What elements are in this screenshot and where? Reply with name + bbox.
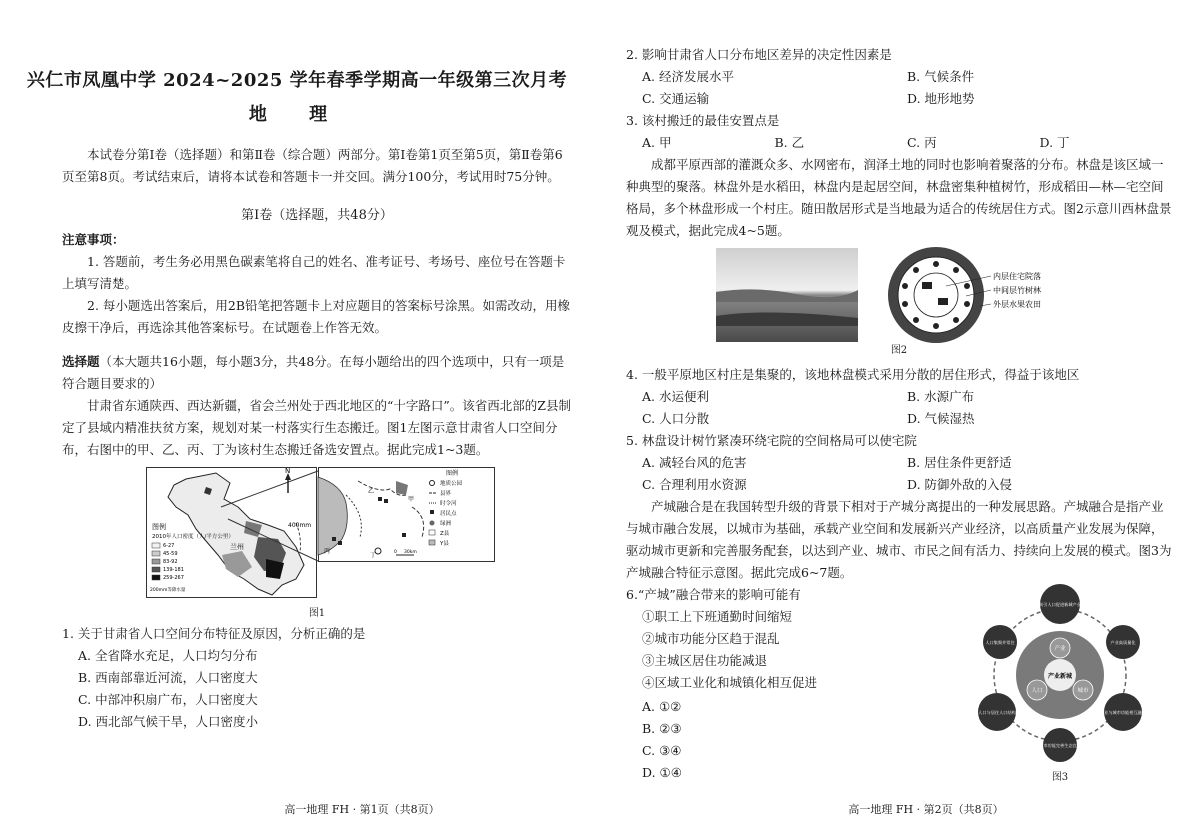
q2-option-a: A. 经济发展水平 xyxy=(642,69,734,84)
rain-400-label: 400mm xyxy=(288,522,312,529)
passage-3: 产城融合是在我国转型升级的背景下相对于产城分离提出的一种发展思路。产城融合是指产业与城市融合发展，以城市为基础，承载产业空间和发展新兴产业经济，以高质量产业发展为保障，驱动城市更新和完善服务配套，以达到产业、城市、市民之间有活力、持续向上发展的模式。图3为产城融合特征示意图。据此完成6~7题。 xyxy=(626,499,1172,580)
notes-title: 注意事项： xyxy=(62,232,125,247)
page-2 xyxy=(600,0,1200,825)
legend-r-4: 绿洲 xyxy=(440,521,452,527)
q6-option-c: C. ③④ xyxy=(642,743,682,758)
legend-r-3: 居民点 xyxy=(440,511,457,517)
exam-intro: 本试卷分第Ⅰ卷（选择题）和第Ⅱ卷（综合题）两部分。第Ⅰ卷第1页至第5页，第Ⅱ卷第6页至第8页。考试结束后，请将本试卷和答题卡一并交回。满分100分，考试用时75分钟。 xyxy=(62,147,563,184)
q6-item-2: ②城市功能分区趋于混乱 xyxy=(642,631,780,646)
question-1: 1. 关于甘肃省人口空间分布特征及原因，分析正确的是 xyxy=(62,626,366,641)
legend-r-0: 地质公园 xyxy=(440,481,463,487)
question-5: 5. 林盘设计树竹紧凑环绕宅院的空间格局可以使宅院 xyxy=(626,433,917,448)
q4-option-b: B. 水源广布 xyxy=(907,389,975,404)
choice-heading xyxy=(62,351,572,395)
site-bing: 丙 xyxy=(324,548,331,555)
q1-option-d: D. 西北部气候干旱，人口密度小 xyxy=(78,714,259,729)
question-2: 2. 影响甘肃省人口分布地区差异的决定性因素是 xyxy=(626,47,892,62)
q2-option-b: B. 气候条件 xyxy=(907,69,975,84)
question-4: 4. 一般平原地区村庄是集聚的，该地林盘模式采用分散的居住形式，得益于该地区 xyxy=(626,367,1080,382)
fig2-label-middle: 中间层竹树林 xyxy=(993,286,1041,295)
fig3-outer-0: 全面吸引人口促进新城产业升级 xyxy=(1030,602,1090,607)
q4-option-d: D. 气候湿热 xyxy=(907,411,975,426)
figure-1-map xyxy=(146,467,496,605)
figure-3-caption: 图3 xyxy=(1051,772,1069,783)
note-2: 2. 每小题选出答案后，用2B铅笔把答题卡上对应题目的答案标号涂黑。如需改动，用橡皮擦干净后，再选涂其他答案标号。在试题卷上作答无效。 xyxy=(62,298,571,335)
fig3-inner-industry: 产业 xyxy=(1054,646,1066,652)
density-0: 6-27 xyxy=(163,543,175,549)
figure-2 xyxy=(716,246,1136,344)
passage-1: 甘肃省东通陕西、西达新疆，省会兰州处于西北地区的“十字路口”。该省西北部的Z县制定了县域内精准扶贫方案，规划对某一村落实行生态搬迁。图1左图示意甘肃省人口空间分布，右图中的甲、乙、丙、丁为该村生态搬迁备选安置点。据此完成1~3题。 xyxy=(62,398,571,457)
density-3: 139-181 xyxy=(163,567,184,573)
legend-left-title: 图例 xyxy=(152,523,166,531)
fig3-inner-city: 城市 xyxy=(1077,688,1089,694)
q2-option-d: D. 地形地势 xyxy=(907,91,975,106)
page-2-footer: 高一地理 FH · 第2页（共8页） xyxy=(848,803,1004,816)
density-4: 259-267 xyxy=(163,575,184,581)
fig3-outer-2: 产业与城市功能相互融合 xyxy=(1099,710,1147,715)
fig3-outer-5: 人口集聚并常住 xyxy=(985,640,1015,645)
q3-option-b: B. 乙 xyxy=(774,135,805,150)
q5-option-a: A. 减轻台风的危害 xyxy=(642,455,747,470)
question-6: 6.“产城”融合带来的影响可能有 xyxy=(626,587,801,602)
legend-r-6: Y县 xyxy=(440,541,449,547)
q1-option-a: A. 全省降水充足，人口均匀分布 xyxy=(78,648,258,663)
density-2: 83-92 xyxy=(163,559,178,565)
q4-option-c: C. 人口分散 xyxy=(642,411,710,426)
q6-item-3: ③主城区居住功能减退 xyxy=(642,653,768,668)
figure-3 xyxy=(960,582,1160,782)
q3-option-d: D. 丁 xyxy=(1039,135,1070,150)
q4-options xyxy=(626,386,1172,430)
figure-1 xyxy=(146,467,496,605)
q3-option-c: C. 丙 xyxy=(907,135,937,150)
scale-start: 0 xyxy=(394,550,397,555)
fig3-outer-1: 产业高质量化 xyxy=(1110,640,1136,645)
q6-option-b: B. ②③ xyxy=(642,721,682,736)
legend-right-title: 图例 xyxy=(446,470,459,477)
legend-left-sub: 2010年人口密度（人/平方公里） xyxy=(152,534,234,540)
q1-option-c: C. 中部冲积扇广布，人口密度大 xyxy=(78,692,258,707)
legend-r-2: 时令河 xyxy=(440,501,457,507)
exam-subject: 地 理 xyxy=(248,104,346,125)
fig3-outer-4: 就业人口与居住人口结构匹配 xyxy=(969,710,1025,715)
passage-2: 成都平原西部的灌溉众多、水网密布，润泽土地的同时也影响着聚落的分布。林盘是该区域一种典型的聚落。林盘外是水稻田，林盘内是起居空间，林盘密集种植树竹，形成稻田—林—宅空间格局，多个林盘形成一个村庄。随田散居形式是当地最为适合的传统居住方式。图2示意川西林盘景观及模式，据此完成4~5题。 xyxy=(626,157,1172,238)
choice-title: 选择题 xyxy=(62,354,100,369)
note-1: 1. 答题前，考生务必用黑色碳素笔将自己的姓名、准考证号、考场号、座位号在答题卡上填写清楚。 xyxy=(62,254,566,291)
q6-block xyxy=(626,584,1172,784)
q5-options xyxy=(626,452,1172,496)
isohyet-label: 200mm等降水量 xyxy=(150,588,186,593)
q2-options xyxy=(626,66,1172,110)
q3-options xyxy=(626,132,1172,154)
legend-r-1: 县界 xyxy=(440,491,452,497)
figure-3-graphic xyxy=(960,582,1160,768)
figure-2-caption: 图2 xyxy=(890,345,908,356)
site-jia: 甲 xyxy=(408,496,415,503)
q5-option-c: C. 合理利用水资源 xyxy=(642,477,747,492)
fig2-label-inner: 内层住宅院落 xyxy=(993,272,1041,281)
q3-option-a: A. 甲 xyxy=(642,135,672,150)
north-label: N xyxy=(285,467,291,475)
city-lanzhou: 兰州 xyxy=(230,543,244,551)
linpan-diagram xyxy=(888,247,1041,343)
exam-title: 兴仁市凤凰中学 2024~2025 学年春季学期高一年级第三次月考 xyxy=(26,70,568,91)
q6-option-a: A. ①② xyxy=(642,699,682,714)
legend-r-5: Z县 xyxy=(440,531,450,537)
fig2-label-outer: 外层水果农田 xyxy=(993,300,1041,309)
q5-option-b: B. 居住条件更舒适 xyxy=(907,455,1012,470)
scale-end: 30km xyxy=(404,550,417,555)
page-1-footer: 高一地理 FH · 第1页（共8页） xyxy=(284,803,440,816)
q6-option-d: D. ①④ xyxy=(642,765,682,780)
fig3-outer-3: 城市功能完善生态宜居 xyxy=(1039,743,1081,748)
q6-item-1: ①职工上下班通勤时间缩短 xyxy=(642,609,793,624)
fig3-inner-population: 人口 xyxy=(1031,688,1043,694)
q1-option-b: B. 西南部靠近河流，人口密度大 xyxy=(78,670,258,685)
section-title: 第Ⅰ卷（选择题，共48分） xyxy=(241,208,393,223)
figure-2-graphic xyxy=(716,246,1136,344)
q5-option-d: D. 防御外敌的入侵 xyxy=(907,477,1013,492)
density-1: 45-59 xyxy=(163,551,178,557)
site-yi: 乙 xyxy=(368,488,375,495)
q4-option-a: A. 水运便利 xyxy=(642,389,709,404)
site-ding: 丁 xyxy=(370,552,377,559)
figure-1-caption: 图1 xyxy=(308,608,326,619)
choice-desc: （本大题共16小题，每小题3分，共48分。在每小题给出的四个选项中，只有一项是符合题目要求的） xyxy=(62,354,565,391)
q2-option-c: C. 交通运输 xyxy=(642,91,710,106)
question-3: 3. 该村搬迁的最佳安置点是 xyxy=(626,113,780,128)
fig3-center: 产业新城 xyxy=(1047,673,1073,680)
q6-item-4: ④区域工业化和城镇化相互促进 xyxy=(642,675,818,690)
